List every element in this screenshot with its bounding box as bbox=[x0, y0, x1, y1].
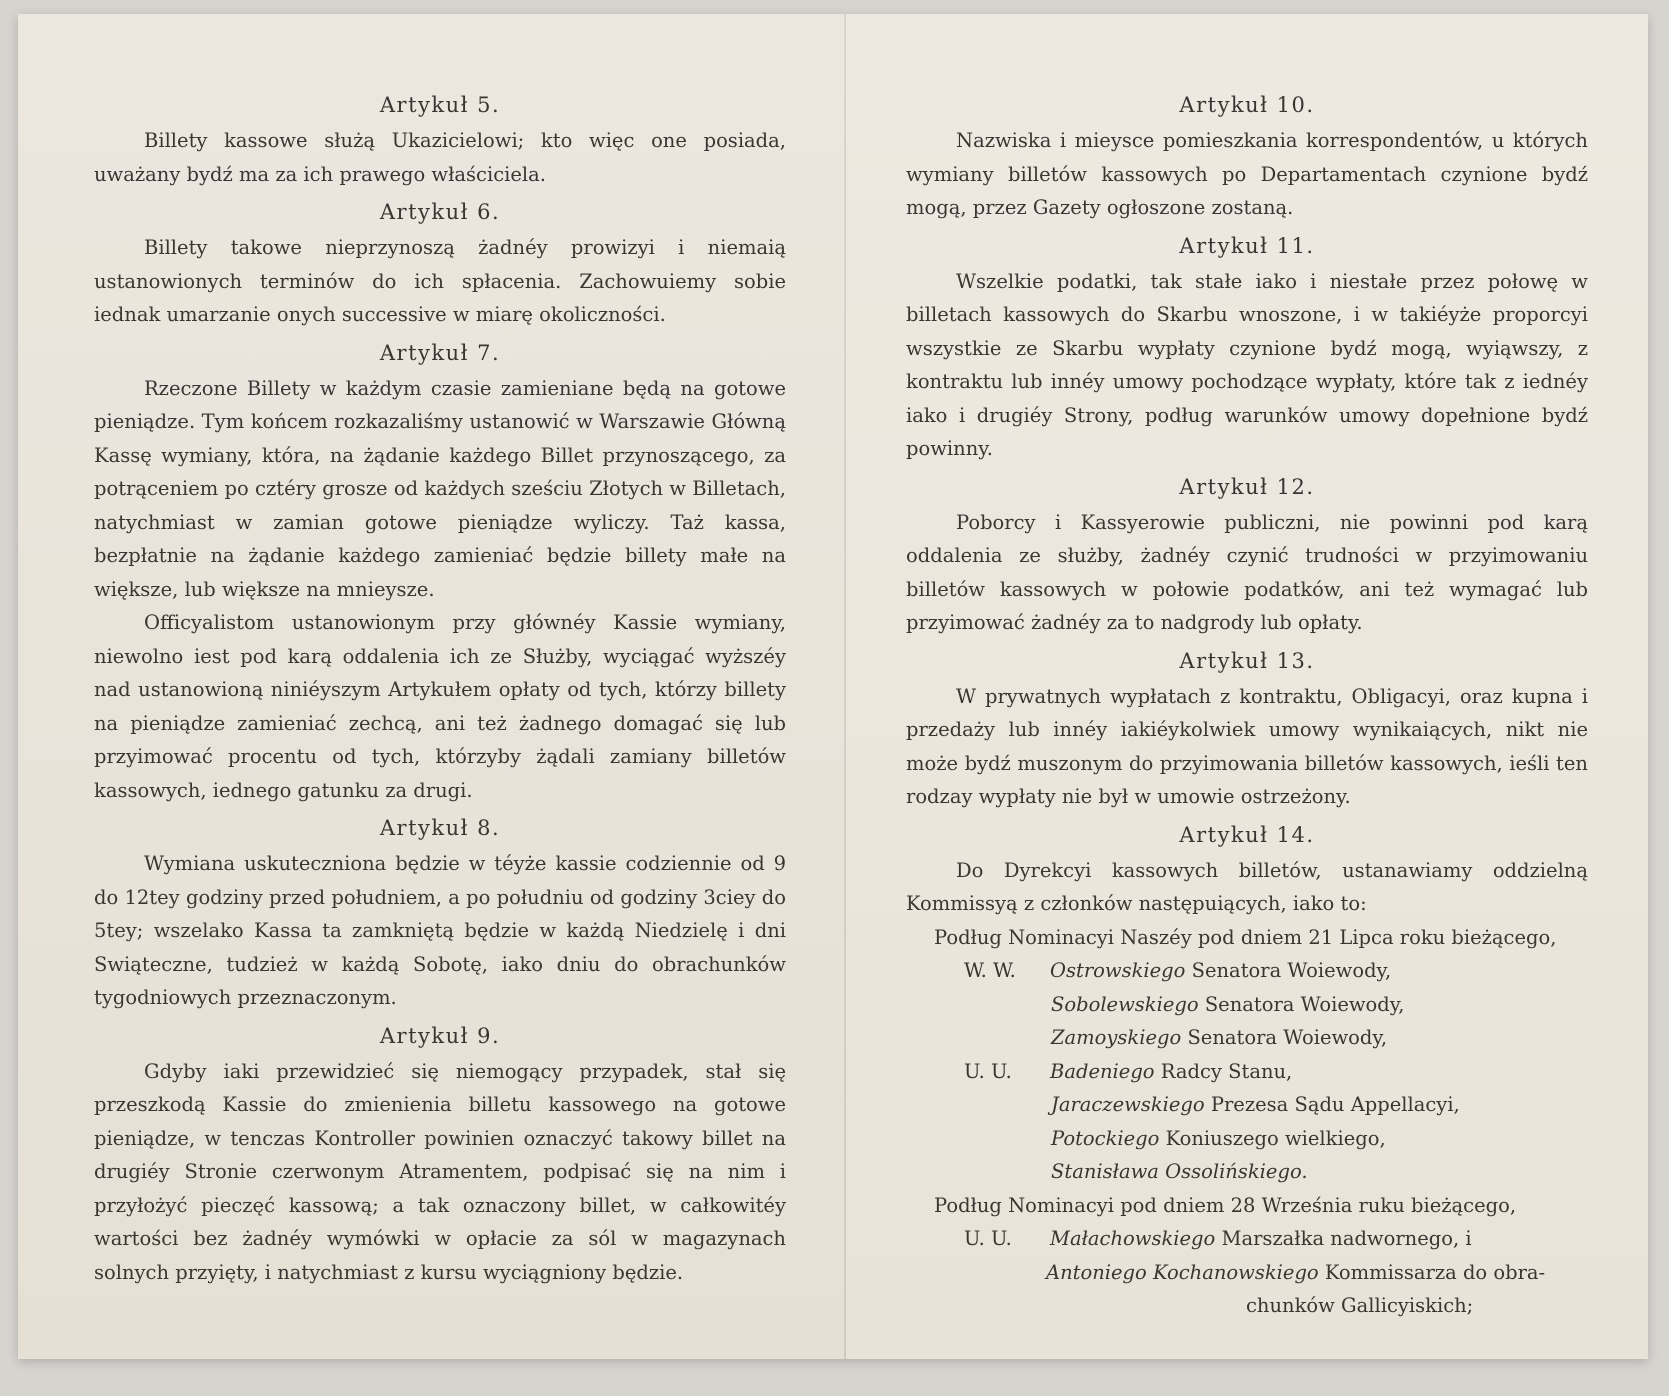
member-row-continuation: chunków Gallicyiskich; bbox=[1246, 1294, 1474, 1317]
nomination-1: Podług Nominacyi Naszéy pod dniem 21 Lipca roku bieżącego, bbox=[934, 925, 1557, 949]
member-row bbox=[906, 1088, 1588, 1122]
member-row bbox=[906, 1222, 1588, 1256]
article-13-heading: Artykuł 13. bbox=[1179, 648, 1315, 673]
article-5-heading: Artykuł 5. bbox=[379, 93, 501, 117]
ww-label: W. W. bbox=[964, 959, 1016, 982]
member-row bbox=[906, 954, 1588, 988]
member-row bbox=[906, 1055, 1588, 1089]
member-row bbox=[906, 1155, 1588, 1189]
member-row bbox=[906, 1021, 1588, 1055]
article-6-text: Billety takowe nieprzynoszą żadnéy prowizyi i niemaią ustanowionych terminów do ich spłacenia. Zachowuiemy sobie iednak umarzanie onych successive w miarę okoliczności. bbox=[94, 236, 786, 326]
article-10-heading: Artykuł 10. bbox=[1179, 93, 1315, 117]
member-title: Senatora Woiewody, bbox=[1181, 1026, 1388, 1049]
article-9-text: Gdyby iaki przewidzieć się niemogący przypadek, stał się przeszkodą Kassie do zmienienia billetu kassowego na gotowe pieniądze, w tenczas Kontroller powinien oznaczyć takowy billet na drugiéy Stronie czerwonym Atramentem, podpisać się na nim i przyłożyć pieczęć kassową; a tak oznaczony billet, w całkowitéy wartości bez żadnéy wymówki w opłacie za sól w magazynach solnych przyięty, i natychmiast z kursu wyciągniony będzie. bbox=[94, 1059, 786, 1284]
article-12-heading: Artykuł 12. bbox=[1179, 474, 1315, 499]
right-page bbox=[846, 14, 1648, 1359]
article-7-text-2: Officyalistom ustanowionym przy głównéy Kassie wymiany, niewolno iest pod karą oddalenia ich ze Służby, wyciągać wyższéy nad ustanowioną niniéyszym Artykułem opłaty od tych, którzy billety na pieniądze zamieniać zechcą, ani też żadnego domagać się lub przyimować procentu od tych, którzyby żądali zamiany billetów kassowych, iednego gatunku za drugi. bbox=[94, 611, 786, 802]
member-name: Jaraczewskiego bbox=[1051, 1093, 1205, 1116]
member-title: Senatora Woiewody, bbox=[1185, 959, 1392, 982]
member-title: Koniuszego wielkiego, bbox=[1159, 1126, 1386, 1150]
article-8-heading: Artykuł 8. bbox=[379, 816, 501, 840]
article-10-text: Nazwiska i mieysce pomieszkania korrespondentów, u których wymiany billetów kassowych po Departamentach czynione bydź mogą, przez Gazety ogłoszone zostaną. bbox=[906, 129, 1588, 219]
article-11-heading: Artykuł 11. bbox=[1179, 233, 1315, 258]
article-11-text: Wszelkie podatki, tak stałe iako i niestałe przez połowę w billetach kassowych do Skarbu wnoszone, i w takiéyże proporcyi wszystkie ze Skarbu wypłaty czynione bydź mogą, wyiąwszy, z kontraktu lub innéy umowy pochodzące wypłaty, które tak z iednéy iako i drugiéy Strony, podług warunków umowy dopełnione bydź powinny. bbox=[906, 269, 1588, 460]
member-name: Małachowskiego bbox=[1050, 1227, 1216, 1250]
article-12-text: Poborcy i Kassyerowie publiczni, nie powinni pod karą oddalenia ze służby, żadnéy czynić trudności w przyimowaniu billetów kassowych w połowie podatków, ani też wymagać lub przyimować żadnéy za to nadgrody lub opłaty. bbox=[906, 510, 1588, 634]
document-sheet bbox=[18, 14, 1648, 1359]
uu-label: U. U. bbox=[964, 1059, 1012, 1083]
member-name: Sobolewskiego bbox=[1051, 992, 1199, 1016]
member-title: Prezesa Sądu Appellacyi, bbox=[1204, 1093, 1460, 1116]
member-title: Marszałka nadwornego, i bbox=[1215, 1227, 1472, 1250]
member-row bbox=[906, 988, 1588, 1022]
member-row bbox=[906, 1122, 1588, 1156]
member-name: Stanisława Ossolińskiego. bbox=[1051, 1160, 1308, 1183]
article-14-heading: Artykuł 14. bbox=[1179, 822, 1315, 847]
article-7-heading: Artykuł 7. bbox=[379, 340, 501, 365]
article-13-text: W prywatnych wypłatach z kontraktu, Obligacyi, oraz kupna i przedaży lub innéy iakiéykolwiek umowy wynikaiących, nikt nie może bydź muszonym do przyimowania billetów kassowych, ieśli ten rodzay wypłaty nie był w umowie ostrzeżony. bbox=[906, 684, 1588, 808]
uu-label: U. U. bbox=[964, 1227, 1012, 1250]
member-name: Potockiego bbox=[1051, 1126, 1160, 1150]
member-name: Ostrowskiego bbox=[1050, 959, 1186, 982]
article-8-text: Wymiana uskuteczniona będzie w téyże kassie codziennie od 9 do 12tey godziny przed południem, a po południu od godziny 3ciey do 5tey; wszelako Kassa ta zamkniętą będzie w każdą Niedzielę i dni Swiąteczne, tudzież w każdą Sobotę, iako dniu do obrachunków tygodniowych przeznaczonym. bbox=[94, 852, 786, 1009]
member-name: Antoniego Kochanowskiego bbox=[1046, 1260, 1319, 1284]
article-14-text: Do Dyrekcyi kassowych billetów, ustanawiamy oddzielną Kommissyą z członków następuiących, iako to: bbox=[906, 858, 1588, 915]
article-5-text: Billety kassowe służą Ukazicielowi; kto więc one posiada, uważany bydź ma za ich prawego właściciela. bbox=[94, 129, 786, 186]
member-row bbox=[906, 1256, 1588, 1290]
article-7-text-1: Rzeczone Billety w każdym czasie zamieniane będą na gotowe pieniądze. Tym końcem rozkazaliśmy ustanowić w Warszawie Główną Kassę wymiany, która, na żądanie każdego Billet przynoszącego, za potrąceniem po cztéry grosze od każdych sześciu Złotych w Billetach, natychmiast w zamian gotowe pieniądze wyliczy. Taż kassa, bezpłatnie na żądanie każdego zamieniać będzie billety małe na większe, lub większe na mnieysze. bbox=[94, 376, 786, 601]
member-name: Badeniego bbox=[1050, 1059, 1155, 1083]
member-name: Zamoyskiego bbox=[1051, 1026, 1182, 1049]
member-title: Senatora Woiewody, bbox=[1198, 992, 1405, 1016]
commission-members-list bbox=[906, 921, 1588, 1323]
member-title: Radcy Stanu, bbox=[1154, 1059, 1293, 1083]
member-title: Kommissarza do obra- bbox=[1318, 1260, 1546, 1284]
left-page bbox=[18, 14, 846, 1359]
article-9-heading: Artykuł 9. bbox=[379, 1023, 501, 1048]
nomination-2: Podług Nominacyi pod dniem 28 Września ruku bieżącego, bbox=[934, 1193, 1517, 1217]
article-6-heading: Artykuł 6. bbox=[379, 200, 501, 224]
